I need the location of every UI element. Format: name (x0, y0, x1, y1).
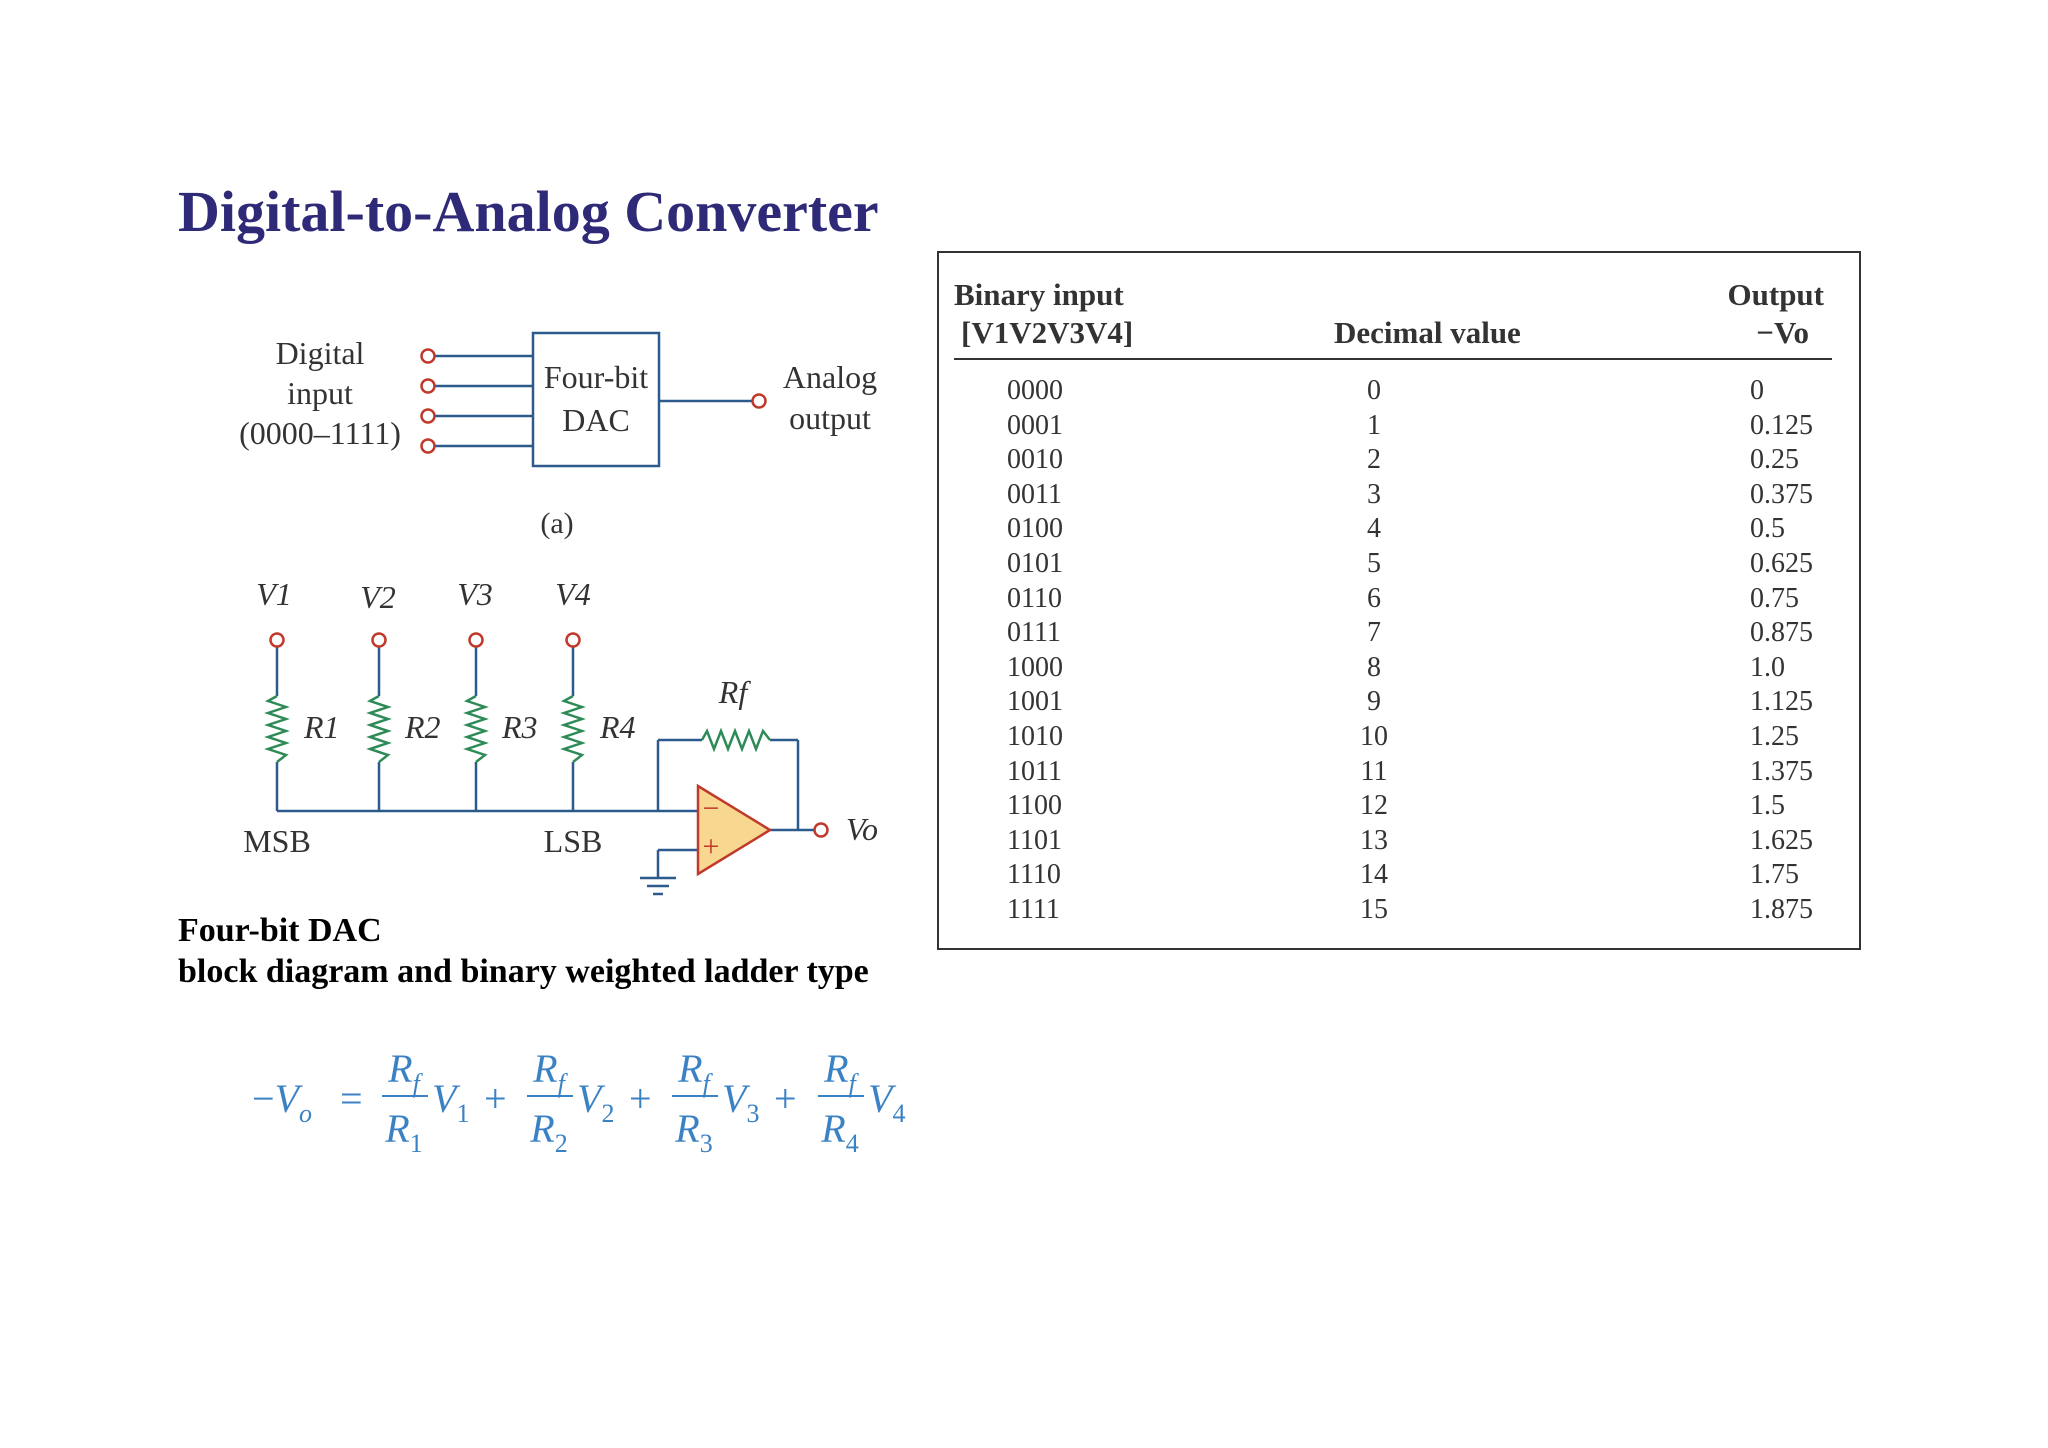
output-cell: 1.5 (1750, 790, 1785, 822)
binary-input-cell: 0110 (1007, 582, 1062, 614)
decimal-value-cell: 7 (1367, 617, 1381, 649)
output-vo-label: Vo (846, 811, 878, 847)
decimal-value-cell: 0 (1367, 375, 1381, 406)
binary-input-cell: 0010 (1007, 444, 1063, 476)
resistor-r3-label: R3 (502, 709, 538, 745)
svg-text:V3: $V_3$ (722, 1076, 760, 1128)
feedback-resistor-label: Rf (718, 674, 748, 710)
svg-text:R3: $R_3$ (675, 1106, 713, 1158)
header-decimal-value: Decimal value (1334, 315, 1521, 350)
decimal-value-cell: 4 (1367, 513, 1381, 545)
input-v1-label: V1 (256, 576, 292, 612)
svg-text:R2: $R_2$ (530, 1106, 568, 1158)
binary-input-cell: 0001 (1007, 409, 1063, 441)
digital-input-label-1: Digital (275, 335, 365, 371)
svg-text:V2: $V_2$ (577, 1076, 615, 1128)
resistor-r2-label: R2 (405, 709, 441, 745)
output-cell: 1.0 (1750, 651, 1785, 683)
digital-input-label-2: input (287, 375, 353, 411)
decimal-value-cell: 6 (1367, 582, 1381, 614)
binary-input-cell: 1010 (1007, 721, 1063, 752)
header-binary-vars: [V1V2V3V4] (961, 315, 1134, 350)
output-cell: 0.125 (1750, 409, 1813, 441)
binary-input-cell: 1001 (1007, 686, 1063, 718)
input-v2-label: V2 (360, 579, 396, 615)
caption-line-1: Four-bit DAC (178, 912, 382, 949)
sub-figure-label: (a) (540, 507, 574, 540)
input-v4-label: V4 (555, 576, 591, 612)
formula-expression (252, 1046, 905, 1158)
caption-line-2: block diagram and binary weighted ladder type (178, 953, 869, 990)
resistor-r4-label: R4 (600, 709, 636, 745)
output-cell: 0.625 (1750, 548, 1813, 579)
decimal-value-cell: 8 (1367, 651, 1381, 683)
binary-input-cell: 1101 (1007, 824, 1062, 856)
output-cell: 0 (1750, 375, 1764, 406)
decimal-value-cell: 13 (1360, 824, 1388, 856)
decimal-value-cell: 15 (1360, 894, 1388, 925)
binary-input-cell: 0100 (1007, 513, 1063, 545)
decimal-value-cell: 11 (1360, 755, 1388, 787)
output-cell: 1.125 (1750, 686, 1813, 718)
output-cell: 0.75 (1750, 582, 1799, 614)
analog-output-label-2: output (789, 400, 871, 436)
svg-text:R4: $R_4$ (821, 1106, 859, 1158)
digital-input-label-3: (0000–1111) (239, 415, 401, 451)
output-cell: 0.5 (1750, 513, 1785, 545)
decimal-value-cell: 3 (1367, 478, 1381, 510)
svg-text:R1: $R_1$ (385, 1106, 423, 1158)
output-cell: 0.25 (1750, 444, 1799, 476)
header-output: Output (1727, 277, 1824, 312)
svg-text:+: + (484, 1076, 507, 1121)
dac-block-label-1: Four-bit (543, 359, 649, 395)
decimal-value-cell: 10 (1360, 721, 1388, 752)
output-cell: 1.375 (1750, 755, 1813, 787)
resistor-r1-label: R1 (304, 709, 340, 745)
svg-text:+: + (629, 1076, 652, 1121)
svg-text:Rf: $R_f$ (533, 1046, 565, 1098)
decimal-value-cell: 5 (1367, 548, 1381, 579)
dac-truth-table (937, 251, 1861, 950)
input-v3-label: V3 (457, 576, 493, 612)
decimal-value-cell: 1 (1367, 409, 1381, 441)
binary-input-cell: 1110 (1007, 859, 1061, 891)
decimal-value-cell: 12 (1360, 790, 1388, 822)
dac-block-label-2: DAC (562, 402, 630, 438)
decimal-value-cell: 2 (1367, 444, 1381, 476)
output-cell: 1.625 (1750, 824, 1813, 856)
svg-text:V1: $V_1$ (432, 1076, 470, 1128)
svg-text:=: = (340, 1076, 363, 1121)
output-cell: 0.375 (1750, 478, 1813, 510)
binary-input-cell: 0101 (1007, 548, 1063, 579)
opamp-minus-sign: − (702, 792, 720, 825)
svg-text:−Vo: $-V_o$ (252, 1076, 312, 1128)
svg-text:V4: $V_4$ (868, 1076, 906, 1128)
output-cell: 1.875 (1750, 894, 1813, 925)
msb-label: MSB (243, 823, 311, 859)
binary-input-cell: 0111 (1007, 617, 1061, 649)
decimal-value-cell: 14 (1360, 859, 1388, 891)
header-binary-input: Binary input (954, 277, 1124, 312)
opamp-plus-sign: + (702, 830, 720, 863)
svg-text:Rf: $R_f$ (388, 1046, 420, 1098)
output-cell: 0.875 (1750, 617, 1813, 649)
header-rule (954, 358, 1832, 360)
output-cell: 1.25 (1750, 721, 1799, 752)
binary-input-cell: 0000 (1007, 375, 1063, 406)
svg-text:Rf: $R_f$ (678, 1046, 710, 1098)
binary-input-cell: 1011 (1007, 755, 1062, 787)
output-cell: 1.75 (1750, 859, 1799, 891)
analog-output-label-1: Analog (782, 359, 878, 395)
binary-input-cell: 0011 (1007, 478, 1062, 510)
binary-input-cell: 1111 (1007, 894, 1060, 925)
binary-input-cell: 1100 (1007, 790, 1062, 822)
page-title: Digital-to-Analog Converter (178, 179, 879, 244)
decimal-value-cell: 9 (1367, 686, 1381, 718)
svg-text:Rf: $R_f$ (824, 1046, 856, 1098)
svg-text:+: + (774, 1076, 797, 1121)
lsb-label: LSB (543, 823, 603, 859)
header-output-vo: −Vo (1756, 315, 1809, 350)
binary-input-cell: 1000 (1007, 651, 1063, 683)
